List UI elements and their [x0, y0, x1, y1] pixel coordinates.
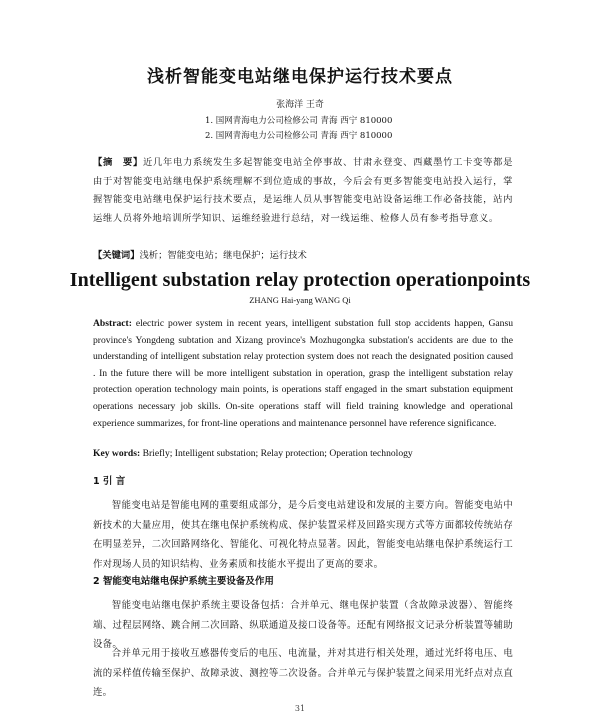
section-1-heading: 1 引 言: [93, 476, 126, 487]
abstract-cn-label: 【摘 要】: [93, 157, 144, 168]
section-2-heading: 2 智能变电站继电保护系统主要设备及作用: [93, 576, 274, 587]
section-2-paragraph-1: 智能变电站继电保护系统主要设备包括：合并单元、继电保护装置（含故障录波器）、智能终端、过程层网络、跳合闸二次回路、纵联通道及接口设备等。还配有网络报文记录分析装置等辅助设备。: [93, 600, 513, 650]
paper-title-en: Intelligent substation relay protection operationpoints: [69, 269, 531, 291]
section-2-paragraph-2: 合并单元用于接收互感器传变后的电压、电流量，并对其进行相关处理，通过光纤将电压、电流的采样值传输至保护、故障录波、测控等二次设备。合并单元与保护装置之间采用光纤点对点直连。: [93, 648, 513, 698]
keywords-en-text: Briefly; Intelligent substation; Relay protection; Operation technology: [140, 448, 413, 459]
affiliation-2: 2. 国网青海电力公司检修公司 青海 西宁 810000: [205, 131, 393, 141]
abstract-cn: [93, 154, 513, 228]
keywords-cn-text: 浅析；智能变电站；继电保护；运行技术: [139, 250, 307, 261]
keywords-cn-label: 【关键词】: [93, 250, 140, 261]
keywords-en: [93, 448, 413, 459]
authors-cn: 张海洋 王奇: [276, 100, 324, 110]
abstract-en: [93, 316, 513, 432]
abstract-en-label: Abstract:: [93, 318, 132, 329]
affiliation-1: 1. 国网青海电力公司检修公司 青海 西宁 810000: [205, 116, 393, 126]
paper-title-cn: 浅析智能变电站继电保护运行技术要点: [147, 67, 453, 87]
page-number: 31: [294, 704, 306, 713]
section-1-paragraph: 智能变电站是智能电网的重要组成部分，是今后变电站建设和发展的主要方向。智能变电站中新技术的大量应用，使其在继电保护系统构成、保护装置采样及回路实现方式等方面都较传统站存在明显差异，二次回路网络化、智能化、可视化特点显著。因此，智能变电站继电保护系统运行工作对现场人员的知识结构、业务素质和技能水平提出了更高的要求。: [93, 500, 513, 570]
authors-en: ZHANG Hai-yang WANG Qi: [249, 295, 351, 305]
abstract-cn-text: 近几年电力系统发生多起智能变电站全停事故、甘肃永登变、西藏墨竹工卡变等都是由于对智能变电站继电保护系统理解不到位造成的事故，今后会有更多智能变电站投入运行，掌握智能变电站继电保护运行技术要点，是运维人员从事智能变电站设备运维工作必备技能，站内运维人员将外地培训所学知识、运维经验进行总结，对一线运维、检修人员有参考指导意义。: [93, 157, 513, 224]
keywords-cn: [93, 247, 307, 261]
abstract-en-text: electric power system in recent years, intelligent substation full stop accidents happen, Gansu province's Yongdeng subtation and Xizang province's Mozhugongka substation's accidents are due to the understanding of intelligent substation relay protection system does not reach the designated position caused . In the future there will be more intelligent substation in operation, grasp the intelligent substation relay protection operation technology main points, is operations staff engaged in the smart substation equipment operations necessary job skills. On-site operations staff will field training knowledge and operational experience summarizes, for front-line operations and maintenance personnel have reference significance.: [93, 318, 513, 429]
keywords-en-label: Key words:: [93, 448, 141, 459]
